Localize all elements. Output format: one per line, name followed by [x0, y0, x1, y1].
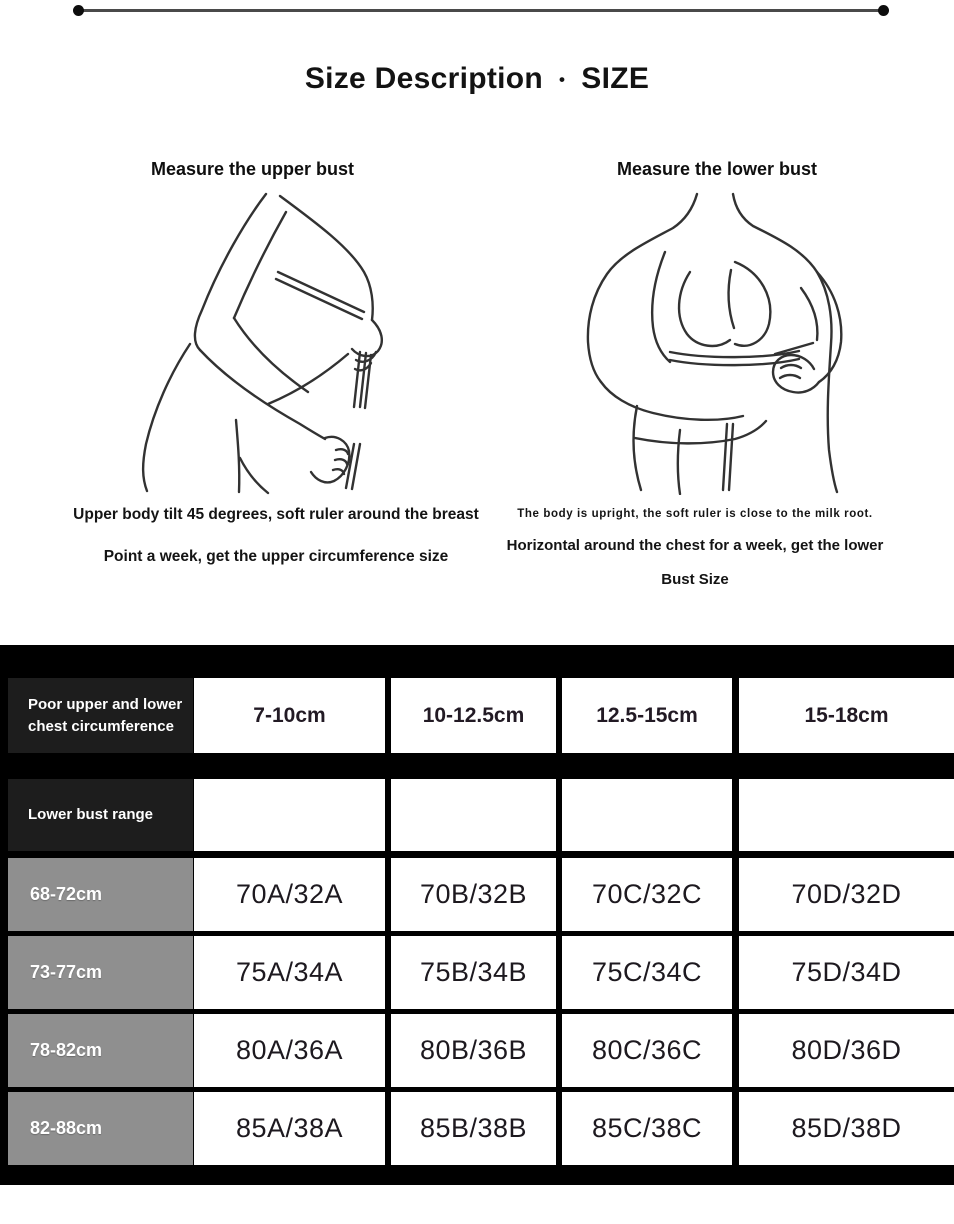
- title-separator-dot: •: [559, 70, 566, 90]
- size-cell: 80A/36A: [194, 1014, 385, 1087]
- divider-endpoint-dot: [73, 5, 84, 16]
- size-cell: 80B/36B: [391, 1014, 556, 1087]
- upper-bust-heading: Measure the upper bust: [150, 158, 355, 179]
- size-cell: 70B/32B: [391, 858, 556, 931]
- size-cell: 85B/38B: [391, 1092, 556, 1165]
- corner-header-line: chest circumference: [28, 717, 174, 735]
- caption-line: Upper body tilt 45 degrees, soft ruler around the breast: [73, 506, 479, 523]
- caption-line: Point a week, get the upper circumference size: [103, 548, 449, 565]
- row-label-cell: 82-88cm: [8, 1092, 193, 1165]
- row-label-cell: 68-72cm: [8, 858, 193, 931]
- table-row: [8, 1014, 954, 1087]
- empty-cell: [562, 779, 732, 851]
- size-cell: 85D/38D: [739, 1092, 954, 1165]
- size-cell: 70C/32C: [562, 858, 732, 931]
- row-label-cell: 78-82cm: [8, 1014, 193, 1087]
- size-cell: 75A/34A: [194, 936, 385, 1009]
- empty-cell: [194, 779, 385, 851]
- lower-bust-heading: Measure the lower bust: [616, 158, 818, 179]
- table-row: [8, 936, 954, 1009]
- corner-header-cell: [8, 678, 193, 753]
- corner-header-line: Poor upper and lower: [28, 695, 183, 713]
- row-axis-header-row: [8, 779, 954, 851]
- upper-bust-illustration: [128, 192, 410, 500]
- divider-endpoint-dot: [878, 5, 889, 16]
- size-cell: 75C/34C: [562, 936, 732, 1009]
- size-chart-table: [0, 645, 954, 1185]
- row-axis-header-cell: Lower bust range: [8, 779, 193, 851]
- page-title: [0, 62, 954, 96]
- size-cell: 85A/38A: [194, 1092, 385, 1165]
- column-header-cell: 10-12.5cm: [391, 678, 556, 753]
- empty-cell: [391, 779, 556, 851]
- size-cell: 85C/38C: [562, 1092, 732, 1165]
- top-divider-line: [78, 9, 884, 12]
- row-label-cell: 73-77cm: [8, 936, 193, 1009]
- size-cell: 80D/36D: [739, 1014, 954, 1087]
- upper-bust-caption: [36, 506, 516, 566]
- caption-line: Horizontal around the chest for a week, get the lower: [506, 537, 884, 554]
- caption-line: The body is upright, the soft ruler is close to the milk root.: [517, 508, 873, 520]
- size-cell: 70D/32D: [739, 858, 954, 931]
- column-header-cell: 12.5-15cm: [562, 678, 732, 753]
- page-title-left: Size Description: [304, 62, 544, 96]
- size-cell: 70A/32A: [194, 858, 385, 931]
- lower-bust-illustration: [585, 192, 885, 500]
- column-header-cell: 7-10cm: [194, 678, 385, 753]
- empty-cell: [739, 779, 954, 851]
- size-cell: 80C/36C: [562, 1014, 732, 1087]
- size-cell: 75B/34B: [391, 936, 556, 1009]
- column-header-cell: 15-18cm: [739, 678, 954, 753]
- figure-bending-measuring-icon: [128, 192, 410, 495]
- page-title-right: SIZE: [581, 62, 650, 96]
- lower-bust-caption: [465, 508, 925, 588]
- table-header-row: [8, 678, 954, 753]
- size-cell: 75D/34D: [739, 936, 954, 1009]
- table-row: [8, 858, 954, 931]
- table-row: [8, 1092, 954, 1165]
- caption-line: Bust Size: [661, 571, 729, 588]
- figure-upright-measuring-icon: [585, 192, 885, 495]
